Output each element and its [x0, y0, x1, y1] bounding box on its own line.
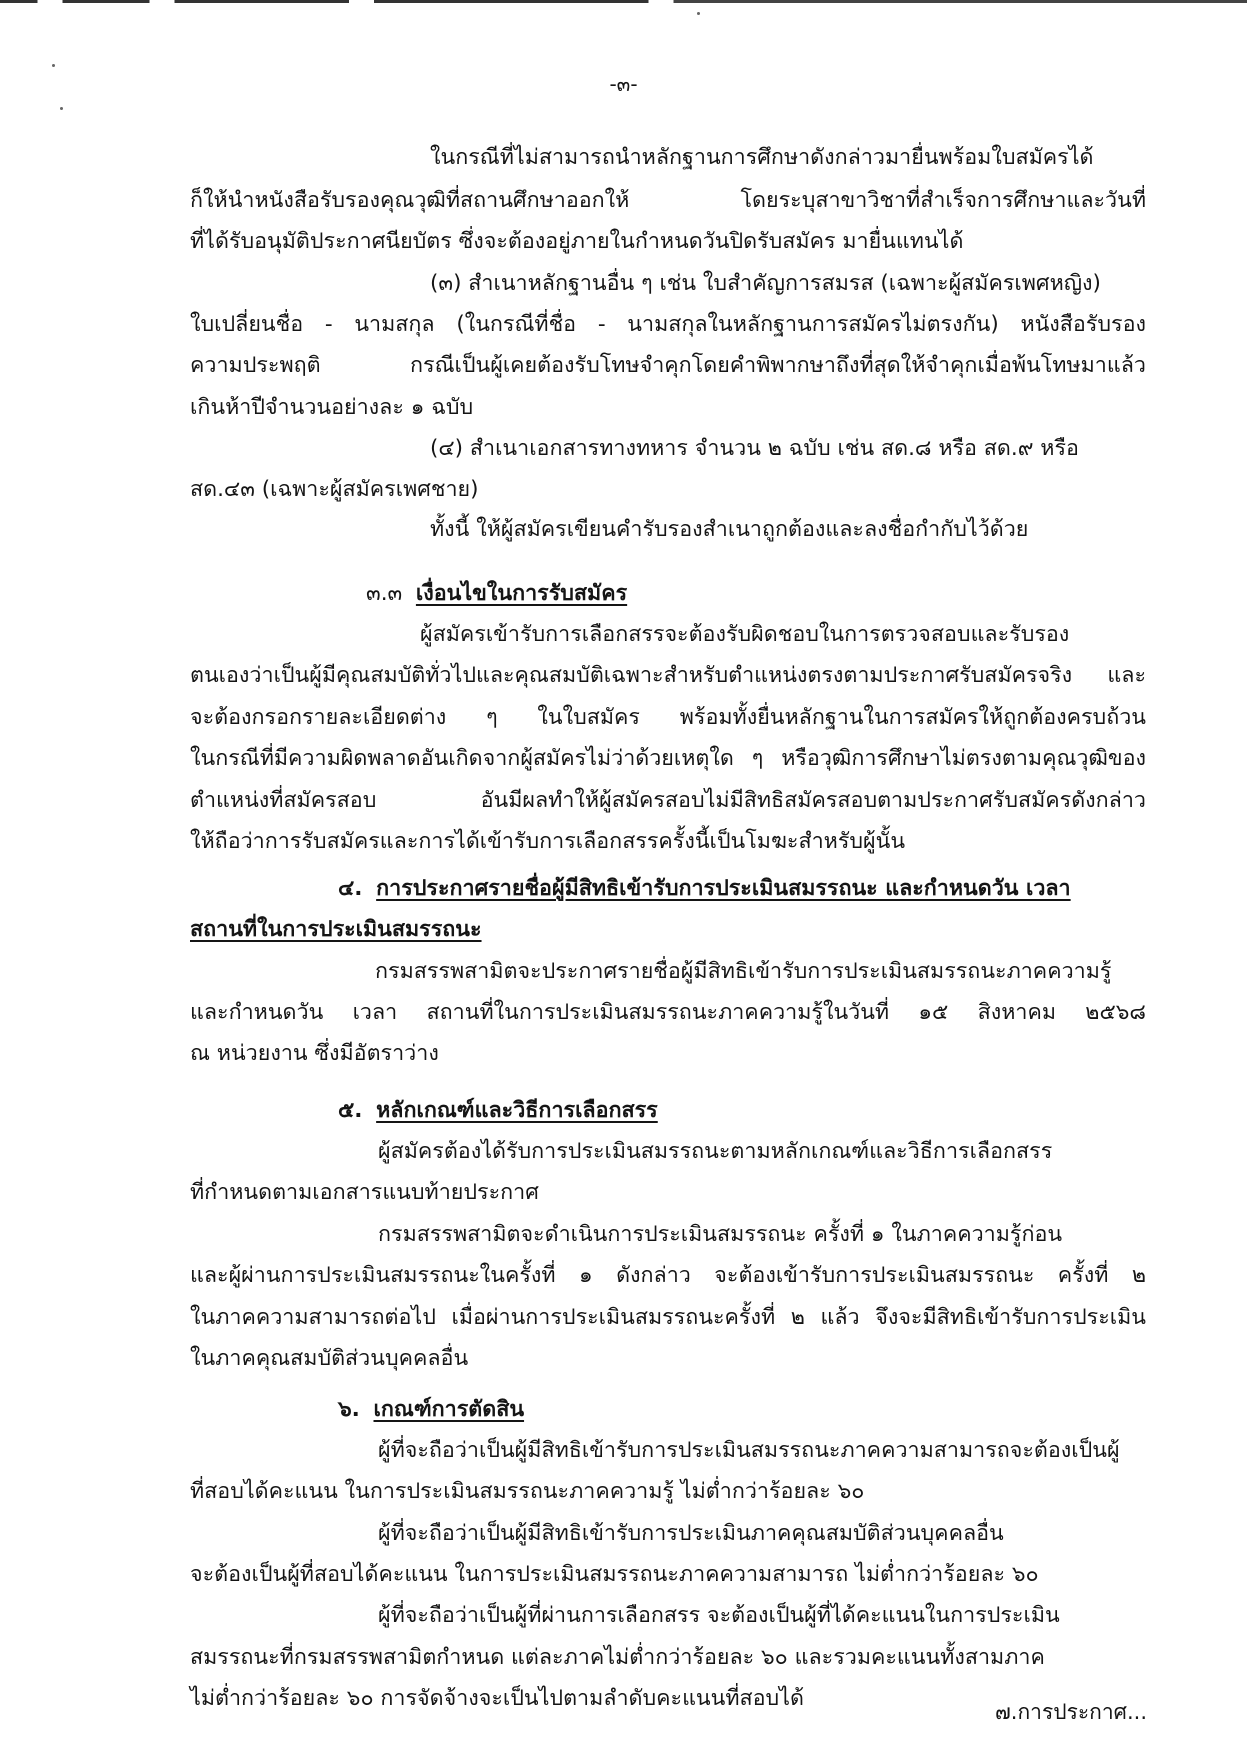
- scan-speck: [52, 64, 55, 67]
- paragraph-line: ในกรณีที่มีความผิดพลาดอันเกิดจากผู้สมัครไม่ว่าด้วยเหตุใด ๆ หรือวุฒิการศึกษาไม่ตรงตามคุณวุฒิของ: [190, 746, 1146, 771]
- paragraph-line: ที่ได้รับอนุมัติประกาศนียบัตร ซึ่งจะต้องอยู่ภายในกำหนดวันปิดรับสมัคร มายื่นแทนได้: [190, 229, 964, 254]
- section-heading-3-3: [366, 576, 627, 612]
- section-heading-4: [338, 871, 1071, 907]
- paragraph-line: (๔) สำเนาเอกสารทางทหาร จำนวน ๒ ฉบับ เช่น สด.๘ หรือ สด.๙ หรือ: [430, 436, 1079, 461]
- paragraph-line: กรมสรรพสามิตจะประกาศรายชื่อผู้มีสิทธิเข้ารับการประเมินสมรรถนะภาคความรู้: [375, 959, 1112, 984]
- paragraph-line: ความประพฤติ กรณีเป็นผู้เคยต้องรับโทษจำคุกโดยคำพิพากษาถึงที่สุดให้จำคุกเมื่อพ้นโทษมาแล้ว: [190, 353, 1146, 378]
- paragraph-line: ไม่ต่ำกว่าร้อยละ ๖๐ การจัดจ้างจะเป็นไปตามลำดับคะแนนที่สอบได้: [190, 1686, 804, 1711]
- section-heading-5: [338, 1093, 658, 1129]
- paragraph-line: กรมสรรพสามิตจะดำเนินการประเมินสมรรถนะ ครั้งที่ ๑ ในภาคความรู้ก่อน: [378, 1222, 1063, 1247]
- paragraph-line: ตนเองว่าเป็นผู้มีคุณสมบัติทั่วไปและคุณสมบัติเฉพาะสำหรับตำแหน่งตรงตามประกาศรับสมัครจริง และ: [190, 663, 1146, 688]
- section-number: ๖.: [338, 1397, 360, 1422]
- paragraph-line: ใบเปลี่ยนชื่อ - นามสกุล (ในกรณีที่ชื่อ - นามสกุลในหลักฐานการสมัครไม่ตรงกัน) หนังสือรับรอง: [190, 312, 1146, 337]
- section-title-continued: สถานที่ในการประเมินสมรรถนะ: [190, 917, 482, 942]
- paragraph-line: ผู้สมัครเข้ารับการเลือกสรรจะต้องรับผิดชอบในการตรวจสอบและรับรอง: [420, 622, 1070, 647]
- paragraph-line: ทั้งนี้ ให้ผู้สมัครเขียนคำรับรองสำเนาถูกต้องและลงชื่อกำกับไว้ด้วย: [430, 517, 1029, 542]
- paragraph-line: ผู้ที่จะถือว่าเป็นผู้ที่ผ่านการเลือกสรร จะต้องเป็นผู้ที่ได้คะแนนในการประเมิน: [378, 1603, 1060, 1628]
- paragraph-line: เกินห้าปีจำนวนอย่างละ ๑ ฉบับ: [190, 395, 474, 420]
- section-number: ๓.๓: [366, 581, 403, 606]
- paragraph-line: และกำหนดวัน เวลา สถานที่ในการประเมินสมรรถนะภาคความรู้ในวันที่ ๑๕ สิงหาคม ๒๕๖๘: [190, 1000, 1146, 1025]
- section-number: ๔.: [338, 876, 363, 901]
- section-title: เกณฑ์การตัดสิน: [373, 1397, 525, 1422]
- paragraph-line: ในกรณีที่ไม่สามารถนำหลักฐานการศึกษาดังกล่าวมายื่นพร้อมใบสมัครได้: [430, 145, 1094, 170]
- paragraph-line: ผู้ที่จะถือว่าเป็นผู้มีสิทธิเข้ารับการประเมินสมรรถนะภาคความสามารถจะต้องเป็นผู้: [378, 1438, 1120, 1463]
- paragraph-line: ในภาคคุณสมบัติส่วนบุคคลอื่น: [190, 1346, 469, 1371]
- paragraph-line: ณ หน่วยงาน ซึ่งมีอัตราว่าง: [190, 1041, 439, 1066]
- section-title: การประกาศรายชื่อผู้มีสิทธิเข้ารับการประเมินสมรรถนะ และกำหนดวัน เวลา: [376, 876, 1071, 901]
- paragraph-line: ผู้ที่จะถือว่าเป็นผู้มีสิทธิเข้ารับการประเมินภาคคุณสมบัติส่วนบุคคลอื่น: [378, 1521, 1004, 1546]
- paragraph-line: (๓) สำเนาหลักฐานอื่น ๆ เช่น ใบสำคัญการสมรส (เฉพาะผู้สมัครเพศหญิง): [430, 271, 1101, 296]
- paragraph-line: ในภาคความสามารถต่อไป เมื่อผ่านการประเมินสมรรถนะครั้งที่ ๒ แล้ว จึงจะมีสิทธิเข้ารับการประเมิน: [190, 1305, 1146, 1330]
- paragraph-line: ที่สอบได้คะแนน ในการประเมินสมรรถนะภาคความรู้ ไม่ต่ำกว่าร้อยละ ๖๐: [190, 1479, 865, 1504]
- continuation-footer: ๗.การประกาศ...: [994, 1700, 1147, 1724]
- paragraph-line: และผู้ผ่านการประเมินสมรรถนะในครั้งที่ ๑ ดังกล่าว จะต้องเข้ารับการประเมินสมรรถนะ ครั้งที่ ๒: [190, 1263, 1146, 1288]
- paragraph-line: ตำแหน่งที่สมัครสอบ อันมีผลทำให้ผู้สมัครสอบไม่มีสิทธิสมัครสอบตามประกาศรับสมัครดังกล่าว: [190, 788, 1146, 813]
- section-title: หลักเกณฑ์และวิธีการเลือกสรร: [376, 1098, 658, 1123]
- paragraph-line: ให้ถือว่าการรับสมัครและการได้เข้ารับการเลือกสรรครั้งนี้เป็นโมฆะสำหรับผู้นั้น: [190, 829, 906, 854]
- paragraph-line: จะต้องเป็นผู้ที่สอบได้คะแนน ในการประเมินสมรรถนะภาคความสามารถ ไม่ต่ำกว่าร้อยละ ๖๐: [190, 1562, 1039, 1587]
- section-number: ๕.: [338, 1098, 363, 1123]
- scan-speck: [60, 107, 63, 110]
- page-number: -๓-: [609, 72, 638, 96]
- scan-edge-artifact: [0, 0, 1247, 3]
- paragraph-line: สมรรถนะที่กรมสรรพสามิตกำหนด แต่ละภาคไม่ต่ำกว่าร้อยละ ๖๐ และรวมคะแนนทั้งสามภาค: [190, 1645, 1045, 1670]
- paragraph-line: ผู้สมัครต้องได้รับการประเมินสมรรถนะตามหลักเกณฑ์และวิธีการเลือกสรร: [378, 1139, 1053, 1164]
- section-heading-6: [338, 1392, 524, 1428]
- section-title: เงื่อนไขในการรับสมัคร: [415, 581, 628, 606]
- paragraph-line: ที่กำหนดตามเอกสารแนบท้ายประกาศ: [190, 1180, 539, 1205]
- scan-speck: [697, 12, 700, 15]
- paragraph-line: สด.๔๓ (เฉพาะผู้สมัครเพศชาย): [190, 477, 479, 502]
- paragraph-line: ก็ให้นำหนังสือรับรองคุณวุฒิที่สถานศึกษาออกให้ โดยระบุสาขาวิชาที่สำเร็จการศึกษาและวันที่: [190, 188, 1146, 213]
- paragraph-line: จะต้องกรอกรายละเอียดต่าง ๆ ในใบสมัคร พร้อมทั้งยื่นหลักฐานในการสมัครให้ถูกต้องครบถ้วน: [190, 705, 1146, 730]
